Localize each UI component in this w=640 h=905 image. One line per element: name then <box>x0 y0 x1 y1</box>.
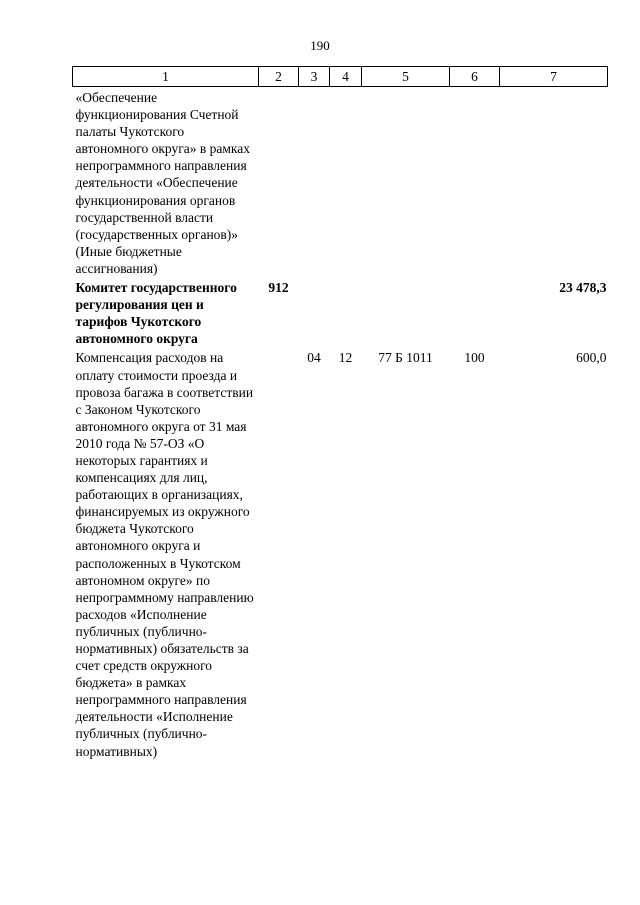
row-csr: 77 Б 1011 <box>378 350 433 366</box>
row-name: Комитет государственного регулирования цен и тарифов Чукотского автономного округа <box>75 280 237 347</box>
row-sum: 600,0 <box>576 350 607 366</box>
row-sum: 23 478,3 <box>559 280 607 296</box>
row-rz <box>299 87 330 278</box>
column-header-6: 6 <box>450 67 500 87</box>
column-header-7: 7 <box>500 67 608 87</box>
row-pr: 12 <box>338 350 353 366</box>
row-csr <box>362 277 450 347</box>
table-row <box>73 277 608 347</box>
table-row <box>73 347 608 759</box>
row-csr <box>362 87 450 278</box>
row-name: «Обеспечение функционирования Счетной палаты Чукотского автономного округа» в рамках непрограммного направления деятельности «Обеспечение функционирования органов государственной власти (государственных органов)» (Иные бюджетные ассигнования) <box>75 90 250 276</box>
column-header-3: 3 <box>299 67 330 87</box>
row-grbs: 912 <box>268 280 289 296</box>
budget-table <box>72 66 608 760</box>
row-vr <box>450 277 500 347</box>
column-header-5: 5 <box>362 67 450 87</box>
column-header-4: 4 <box>330 67 362 87</box>
row-vr <box>450 87 500 278</box>
row-rz: 04 <box>307 350 321 366</box>
column-header-2: 2 <box>259 67 299 87</box>
table-header-row <box>73 67 608 87</box>
row-grbs <box>259 87 299 278</box>
row-name: Компенсация расходов на оплату стоимости проезда и провоза багажа в соответствии с Законом Чукотского автономного округа от 31 мая 2010 года № 57-ОЗ «О некоторых гарантиях и компенсациях для лиц, работающих в организациях, финансируемых из окружного бюджета Чукотского автономного округа и расположенных в Чукотском автономном округе» по непрограммному направлению расходов «Исполнение публичных (публично-нормативных) обязательств за счет средств окружного бюджета» в рамках непрограммного направления деятельности «Исполнение публичных (публично-нормативных) <box>75 350 254 759</box>
column-header-1: 1 <box>73 67 259 87</box>
row-rz <box>299 277 330 347</box>
row-sum <box>500 87 608 278</box>
page-number: 190 <box>310 38 330 53</box>
row-vr: 100 <box>464 350 485 366</box>
row-pr <box>330 277 362 347</box>
row-grbs <box>259 347 299 759</box>
table-row <box>73 87 608 278</box>
row-pr <box>330 87 362 278</box>
